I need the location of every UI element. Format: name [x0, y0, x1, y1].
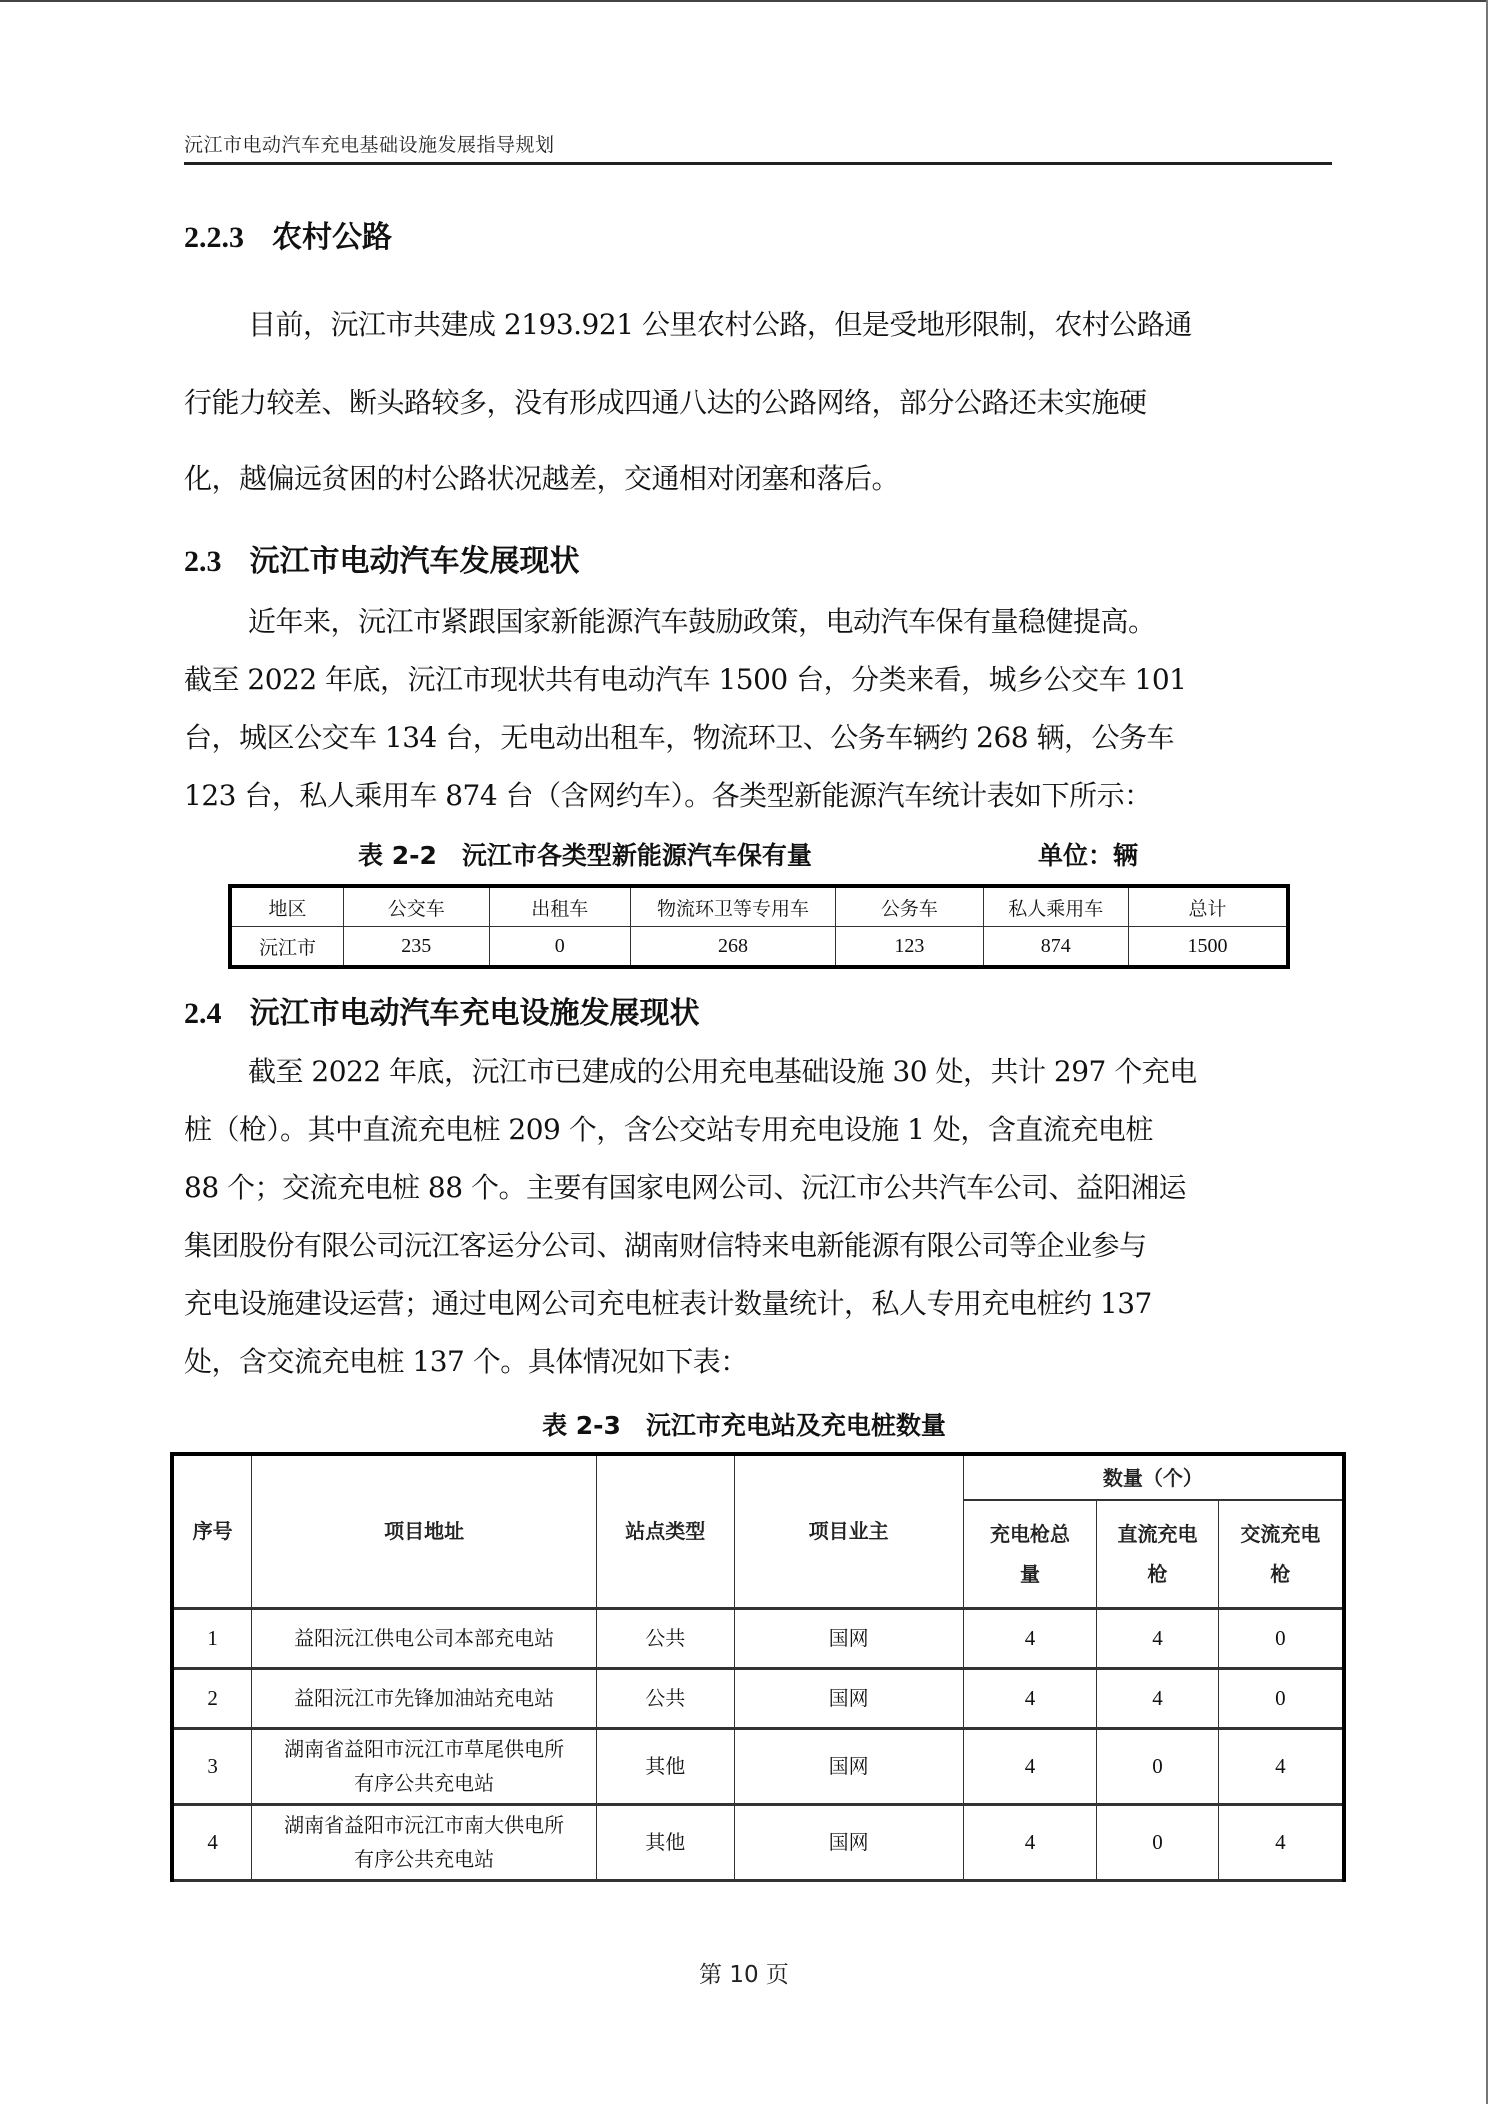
- cell-seq: 1: [172, 1608, 252, 1668]
- header-text-line: 量: [1019, 1561, 1040, 1586]
- header-address: 项目地址: [252, 1454, 597, 1608]
- page-top-edge: [0, 0, 1488, 2]
- cell-total-guns: 4: [963, 1728, 1097, 1804]
- heading-title: 沅江市电动汽车发展现状: [249, 544, 580, 579]
- table-row: [172, 1608, 1344, 1668]
- header-cell: 总计: [1129, 886, 1289, 927]
- address-line: 益阳沅江供电公司本部充电站: [294, 1626, 555, 1650]
- cell-dc-guns: 4: [1097, 1608, 1219, 1668]
- table-row: [172, 1804, 1344, 1880]
- table-row: [172, 1728, 1344, 1804]
- cell-station-type: 公共: [596, 1668, 734, 1728]
- header-text-line: 交流充电: [1240, 1521, 1321, 1546]
- header-owner: 项目业主: [734, 1454, 963, 1608]
- cell-ac-guns: 4: [1218, 1804, 1344, 1880]
- cell-total-guns: 4: [963, 1804, 1097, 1880]
- table-row: [172, 1668, 1344, 1728]
- cell-station-type: 其他: [596, 1728, 734, 1804]
- header-text-line: 充电枪总: [989, 1521, 1070, 1546]
- paragraph-line: 桩（枪）。其中直流充电桩 209 个，含公交站专用充电设施 1 处，含直流充电桩: [184, 1113, 1153, 1146]
- table-header-row: [230, 886, 1288, 927]
- paragraph-line: 台，城区公交车 134 台，无电动出租车，物流环卫、公务车辆约 268 辆，公务车: [184, 721, 1174, 754]
- cell-station-type: 公共: [596, 1608, 734, 1668]
- cell-ac-guns: 0: [1218, 1608, 1344, 1668]
- header-cell: 私人乘用车: [983, 886, 1128, 927]
- address-line: 湖南省益阳市沅江市草尾供电所: [284, 1737, 565, 1761]
- table-cell: 1500: [1129, 927, 1289, 968]
- table-2-2-unit: 单位：辆: [1038, 841, 1139, 870]
- heading-title: 沅江市电动汽车充电设施发展现状: [249, 996, 700, 1031]
- table-cell: 沅江市: [230, 927, 344, 968]
- address-line: 有序公共充电站: [354, 1771, 495, 1795]
- page-number: 第 10 页: [699, 1962, 789, 1988]
- heading-2-2-3: [184, 212, 392, 256]
- cell-owner: 国网: [734, 1668, 963, 1728]
- heading-number: 2.4: [184, 997, 222, 1030]
- header-ac-guns: [1218, 1500, 1344, 1608]
- cell-ac-guns: 0: [1218, 1668, 1344, 1728]
- cell-owner: 国网: [734, 1728, 963, 1804]
- paragraph-line: 化，越偏远贫困的村公路状况越差，交通相对闭塞和落后。: [184, 462, 900, 495]
- table-cell: 0: [489, 927, 630, 968]
- header-dc-guns: [1097, 1500, 1219, 1608]
- cell-total-guns: 4: [963, 1668, 1097, 1728]
- heading-2-3: [184, 536, 580, 580]
- table-header-row: [172, 1454, 1344, 1500]
- table-cell: 123: [836, 927, 983, 968]
- header-cell: 地区: [230, 886, 344, 927]
- cell-address: [252, 1804, 597, 1880]
- cell-owner: 国网: [734, 1804, 963, 1880]
- header-text-line: 直流充电: [1117, 1521, 1198, 1546]
- header-cell: 公务车: [836, 886, 983, 927]
- header-seq: 序号: [172, 1454, 252, 1608]
- paragraph-ev-status: [184, 602, 1332, 822]
- paragraph-line: 88 个；交流充电桩 88 个。主要有国家电网公司、沅江市公共汽车公司、益阳湘运: [184, 1171, 1186, 1204]
- paragraph-line: 集团股份有限公司沅江客运分公司、湖南财信特来电新能源有限公司等企业参与: [184, 1229, 1147, 1262]
- cell-ac-guns: 4: [1218, 1728, 1344, 1804]
- paragraph-line: 123 台，私人乘用车 874 台（含网约车）。各类型新能源汽车统计表如下所示：: [184, 779, 1152, 812]
- table-cell: 268: [630, 927, 835, 968]
- cell-seq: 3: [172, 1728, 252, 1804]
- cell-dc-guns: 4: [1097, 1668, 1219, 1728]
- heading-title: 农村公路: [272, 220, 392, 255]
- table-cell: 874: [983, 927, 1128, 968]
- cell-owner: 国网: [734, 1608, 963, 1668]
- header-text-line: 枪: [1147, 1561, 1168, 1586]
- table-cell: 235: [344, 927, 489, 968]
- cell-dc-guns: 0: [1097, 1804, 1219, 1880]
- heading-number: 2.3: [184, 545, 222, 578]
- address-line: 益阳沅江市先锋加油站充电站: [294, 1686, 555, 1710]
- cell-dc-guns: 0: [1097, 1728, 1219, 1804]
- paragraph-charging-status: [184, 1052, 1332, 1392]
- heading-2-4: [184, 988, 700, 1032]
- table-2-3: [170, 1452, 1346, 1882]
- paragraph-line: 近年来，沅江市紧跟国家新能源汽车鼓励政策，电动汽车保有量稳健提高。: [248, 605, 1156, 638]
- table-row: [230, 927, 1288, 968]
- address-line: 湖南省益阳市沅江市南大供电所: [284, 1813, 565, 1837]
- cell-total-guns: 4: [963, 1608, 1097, 1668]
- header-cell: 公交车: [344, 886, 489, 927]
- cell-address: [252, 1668, 597, 1728]
- cell-address: [252, 1608, 597, 1668]
- header-station-type: 站点类型: [596, 1454, 734, 1608]
- header-rule: [184, 162, 1332, 165]
- header-total-guns: [963, 1500, 1097, 1608]
- table-2-2-caption: 表 2-2 沅江市各类型新能源汽车保有量: [358, 841, 812, 870]
- paragraph-line: 目前，沅江市共建成 2193.921 公里农村公路，但是受地形限制，农村公路通: [248, 308, 1192, 341]
- cell-seq: 4: [172, 1804, 252, 1880]
- cell-station-type: 其他: [596, 1804, 734, 1880]
- header-cell: 物流环卫等专用车: [630, 886, 835, 927]
- address-line: 有序公共充电站: [354, 1847, 495, 1871]
- paragraph-line: 充电设施建设运营；通过电网公司充电桩表计数量统计，私人专用充电桩约 137: [184, 1287, 1152, 1320]
- running-header-title: 沅江市电动汽车充电基础设施发展指导规划: [184, 134, 555, 156]
- table-2-2: [228, 884, 1290, 969]
- cell-address: [252, 1728, 597, 1804]
- paragraph-line: 截至 2022 年底，沅江市现状共有电动汽车 1500 台，分类来看，城乡公交车 101: [184, 663, 1187, 696]
- header-quantity-group: 数量（个）: [963, 1454, 1344, 1500]
- cell-seq: 2: [172, 1668, 252, 1728]
- table-2-3-caption: 表 2-3 沅江市充电站及充电桩数量: [542, 1411, 946, 1440]
- header-cell: 出租车: [489, 886, 630, 927]
- header-text-line: 枪: [1270, 1561, 1291, 1586]
- paragraph-line: 行能力较差、断头路较多，没有形成四通八达的公路网络，部分公路还未实施硬: [184, 386, 1147, 419]
- heading-number: 2.2.3: [184, 221, 244, 254]
- paragraph-rural-roads: [184, 305, 1332, 505]
- paragraph-line: 截至 2022 年底，沅江市已建成的公用充电基础设施 30 处，共计 297 个充电: [248, 1055, 1197, 1088]
- paragraph-line: 处，含交流充电桩 137 个。具体情况如下表：: [184, 1345, 748, 1378]
